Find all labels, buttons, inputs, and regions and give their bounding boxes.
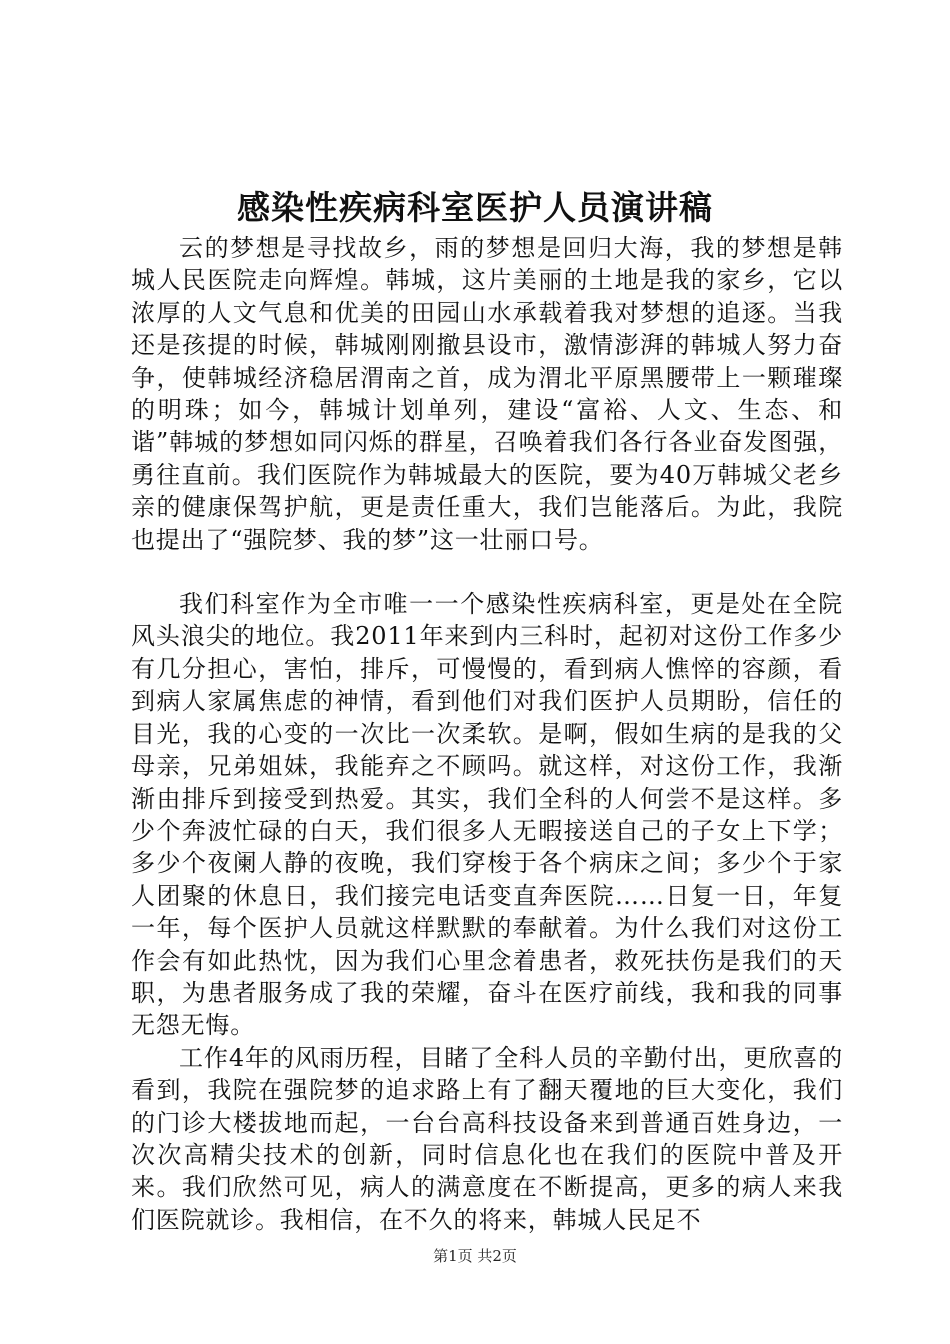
document-body: [131, 232, 843, 1236]
paragraph-2: 我们科室作为全市唯一一个感染性疾病科室，更是处在全院风头浪尖的地位。我2011年来到内三科时，起初对这份工作多少有几分担心，害怕，排斥，可慢慢的，看到病人憔悴的容颜，看到病人家属焦虑的神情，看到他们对我们医护人员期盼，信任的目光，我的心变的一次比一次柔软。是啊，假如生病的是我的父母亲，兄弟姐妹，我能弃之不顾吗。就这样，对这份工作，我渐渐由排斥到接受到热爱。其实，我们全科的人何尝不是这样。多少个奔波忙碌的白天，我们很多人无暇接送自己的子女上下学；多少个夜阑人静的夜晚，我们穿梭于各个病床之间；多少个于家人团聚的休息日，我们接完电话变直奔医院……日复一日，年复一年，每个医护人员就这样默默的奉献着。为什么我们对这份工作会有如此热忱，因为我们心里念着患者，救死扶伤是我们的天职，为患者服务成了我的荣耀，奋斗在医疗前线，我和我的同事无怨无悔。: [131, 590, 843, 1040]
paragraph-3: 工作4年的风雨历程，目睹了全科人员的辛勤付出，更欣喜的看到，我院在强院梦的追求路上有了翻天覆地的巨大变化，我们的门诊大楼拔地而起，一台台高科技设备来到普通百姓身边，一次次高精尖技术的创新，同时信息化也在我们的医院中普及开来。我们欣然可见，病人的满意度在不断提高，更多的病人来我们医院就诊。我相信，在不久的将来，韩城人民足不: [131, 1043, 843, 1234]
document-title: 感染性疾病科室医护人员演讲稿: [237, 188, 713, 227]
page-footer: 第1页 共2页: [433, 1247, 517, 1265]
paragraph-1: 云的梦想是寻找故乡，雨的梦想是回归大海，我的梦想是韩城人民医院走向辉煌。韩城，这片美丽的土地是我的家乡，它以浓厚的人文气息和优美的田园山水承载着我对梦想的追逐。当我还是孩提的时候，韩城刚刚撤县设市，激情澎湃的韩城人努力奋争，使韩城经济稳居渭南之首，成为渭北平原黑腰带上一颗璀璨的明珠；如今，韩城计划单列，建设“富裕、人文、生态、和谐”韩城的梦想如同闪烁的群星，召唤着我们各行各业奋发图强，勇往直前。我们医院作为韩城最大的医院，要为40万韩城父老乡亲的健康保驾护航，更是责任重大，我们岂能落后。为此，我院也提出了“强院梦、我的梦”这一壮丽口号。: [131, 234, 843, 554]
